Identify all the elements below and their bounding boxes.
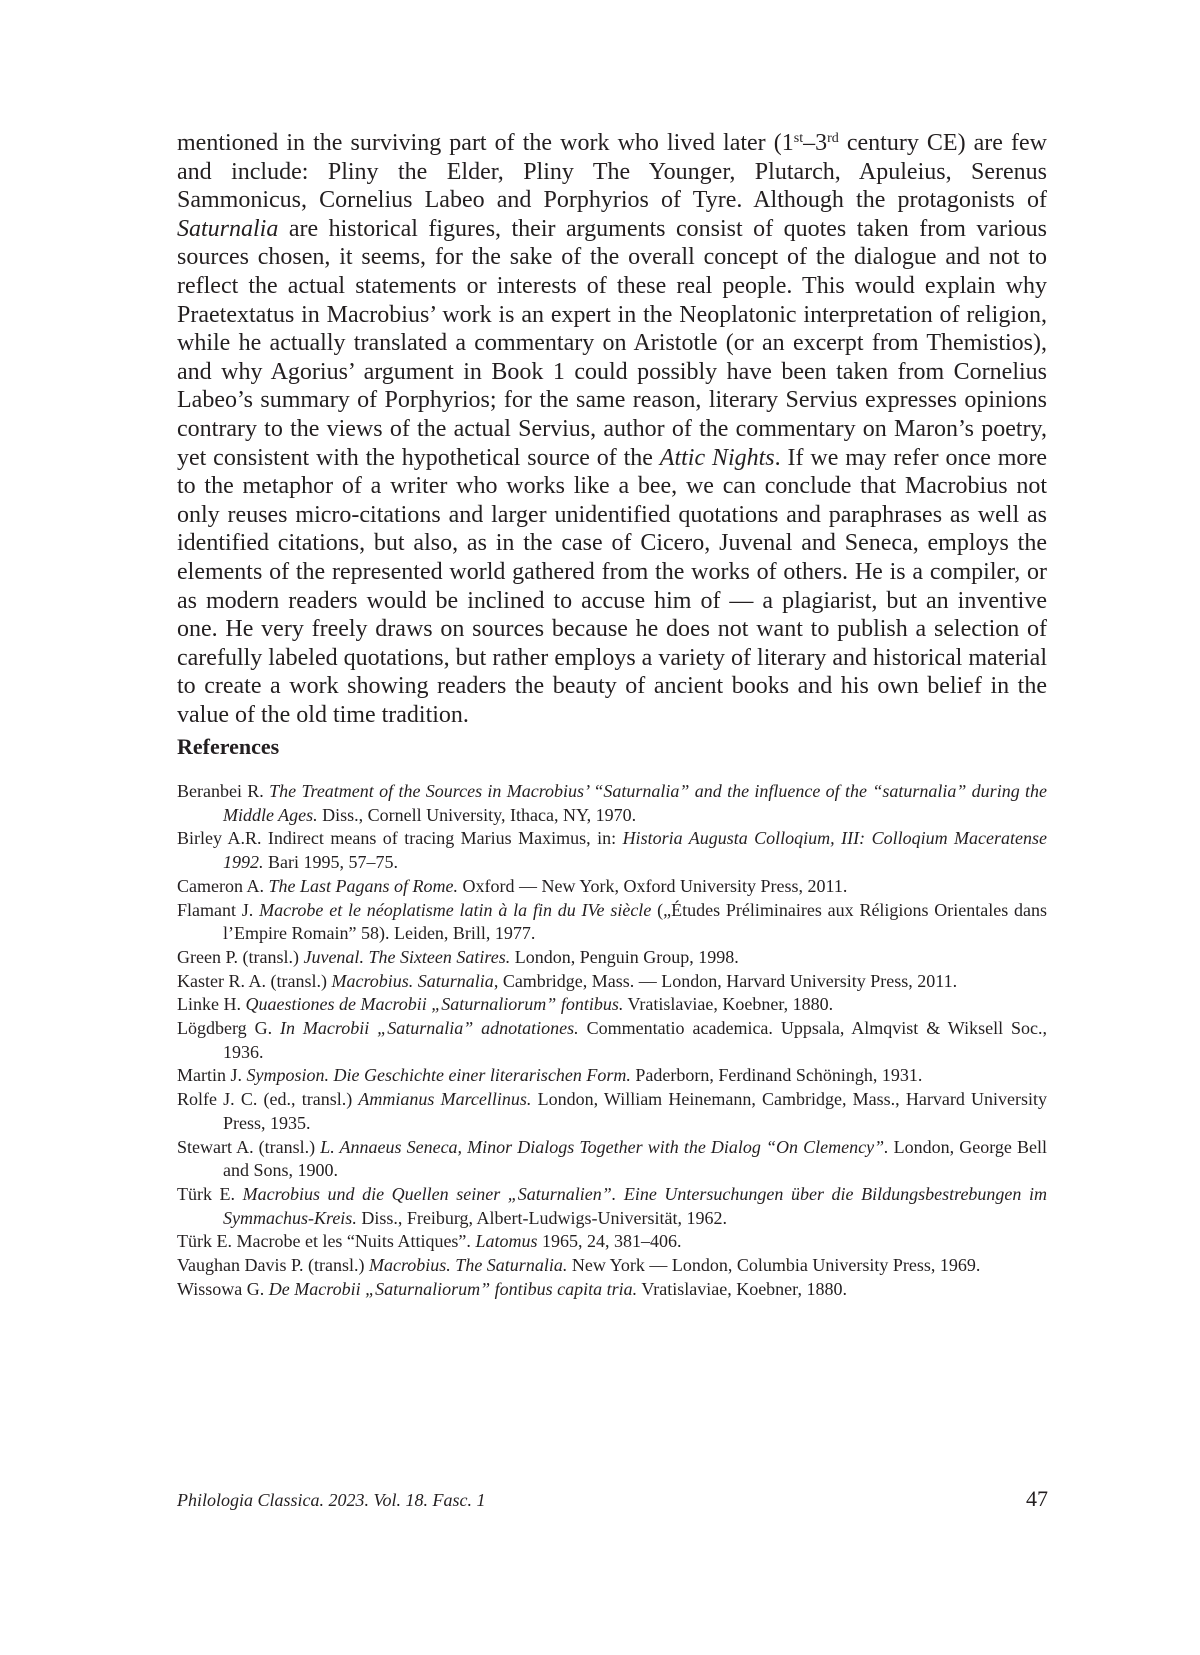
reference-item: Beranbei R. The Treatment of the Sources in Macrobius’ “Saturnalia” and the influence of the “saturnalia” during the Middle Ages. Diss., Cornell University, Ithaca, NY, 1970.: [177, 781, 1048, 825]
reference-item: Martin J. Symposion. Die Geschichte einer literarischen Form. Paderborn, Ferdinand Schöningh, 1931.: [177, 1065, 923, 1086]
footer-page-number: 47: [1026, 1486, 1048, 1511]
references-heading: References: [177, 734, 280, 759]
references-list: [177, 780, 1047, 1301]
superscript-rd: rd: [827, 131, 839, 146]
reference-item: Lögdberg G. In Macrobii „Saturnalia” adnotationes. Commentatio academica. Uppsala, Almqvist & Wiksell Soc., 1936.: [177, 1018, 1047, 1062]
footer-journal-title: Philologia Classica. 2023. Vol. 18. Fasc. 1: [177, 1490, 486, 1510]
reference-item: Türk E. Macrobe et les “Nuits Attiques”. Latomus 1965, 24, 381–406.: [177, 1231, 682, 1252]
reference-item: Türk E. Macrobius und die Quellen seiner „Saturnalien”. Eine Untersuchungen über die Bildungsbestrebungen im Symmachus-Kreis. Diss., Freiburg, Albert-Ludwigs-Universität, 1962.: [177, 1183, 1047, 1228]
reference-item: Kaster R. A. (transl.) Macrobius. Saturnalia, Cambridge, Mass. — London, Harvard University Press, 2011.: [177, 970, 958, 991]
reference-item: Wissowa G. De Macrobii „Saturnaliorum” fontibus capita tria. Vratislaviae, Koebner, 1880.: [177, 1278, 847, 1299]
italic-title: Saturnalia: [177, 215, 279, 242]
reference-item: Linke H. Quaestiones de Macrobii „Saturnaliorum” fontibus. Vratislaviae, Koebner, 1880.: [177, 994, 834, 1015]
superscript-st: st: [793, 131, 804, 146]
reference-item: Birley A.R. Indirect means of tracing Marius Maximus, in: Historia Augusta Colloqium, III: Colloqium Maceratense 1992. Bari 1995, 57–75.: [177, 828, 1047, 873]
reference-item: Cameron A. The Last Pagans of Rome. Oxford — New York, Oxford University Press, 2011.: [177, 875, 848, 896]
body-paragraph: mentioned in the surviving part of the work who lived later (1st–3rd century CE) are few and include: Pliny the Elder, Pliny The Younger, Plutarch, Apuleius, Serenus Sammonicus, Cornelius Labeo and Porphyrios of Tyre. Although the protagonists of Saturnalia are historical figures, their arguments consist of quotes taken from various sources chosen, it seems, for the sake of the overall concept of the dialogue and not to reflect the actual statements or interests of these real people. This would explain why Praetextatus in Macrobius’ work is an expert in the Neoplatonic interpretation of religion, while he actually translated a commentary on Aristotle (or an excerpt from Themistios), and why Agorius’ argument in Book 1 could possibly have been taken from Cornelius Labeo’s summary of Porphyrios; for the same reason, literary Servius expresses opinions contrary to the views of the actual Servius, author of the commentary on Maron’s poetry, yet consistent with the hypothetical source of the Attic Nights. If we may refer once more to the metaphor of a writer who works like a bee, we can conclude that Macrobius not only reuses micro-citations and larger unidentified quotations and paraphrases as well as identified citations, but also, as in the case of Cicero, Juvenal and Seneca, employs the elements of the represented world gathered from the works of others. He is a compiler, or as modern readers would be inclined to accuse him of — a plagiarist, but an inventive one. He very freely draws on sources because he does not want to publish a selection of carefully labeled quotations, but rather employs a variety of literary and historical material to create a work showing readers the beauty of ancient books and his own belief in the value of the old time tradition.: [177, 130, 1048, 728]
reference-item: Green P. (transl.) Juvenal. The Sixteen Satires. London, Penguin Group, 1998.: [177, 946, 739, 967]
italic-title: Attic Nights: [659, 444, 775, 471]
reference-item: Vaughan Davis P. (transl.) Macrobius. The Saturnalia. New York — London, Columbia University Press, 1969.: [177, 1255, 981, 1276]
reference-item: Rolfe J. C. (ed., transl.) Ammianus Marcellinus. London, William Heinemann, Cambridge, Mass., Harvard University Press, 1935.: [177, 1089, 1048, 1133]
reference-item: Flamant J. Macrobe et le néoplatisme latin à la fin du IVe siècle („Études Préliminaires aux Réligions Orientales dans l’Empire Romain” 58). Leiden, Brill, 1977.: [177, 899, 1047, 944]
reference-item: Stewart A. (transl.) L. Annaeus Seneca, Minor Dialogs Together with the Dialog “On Clemency”. London, George Bell and Sons, 1900.: [177, 1136, 1047, 1181]
